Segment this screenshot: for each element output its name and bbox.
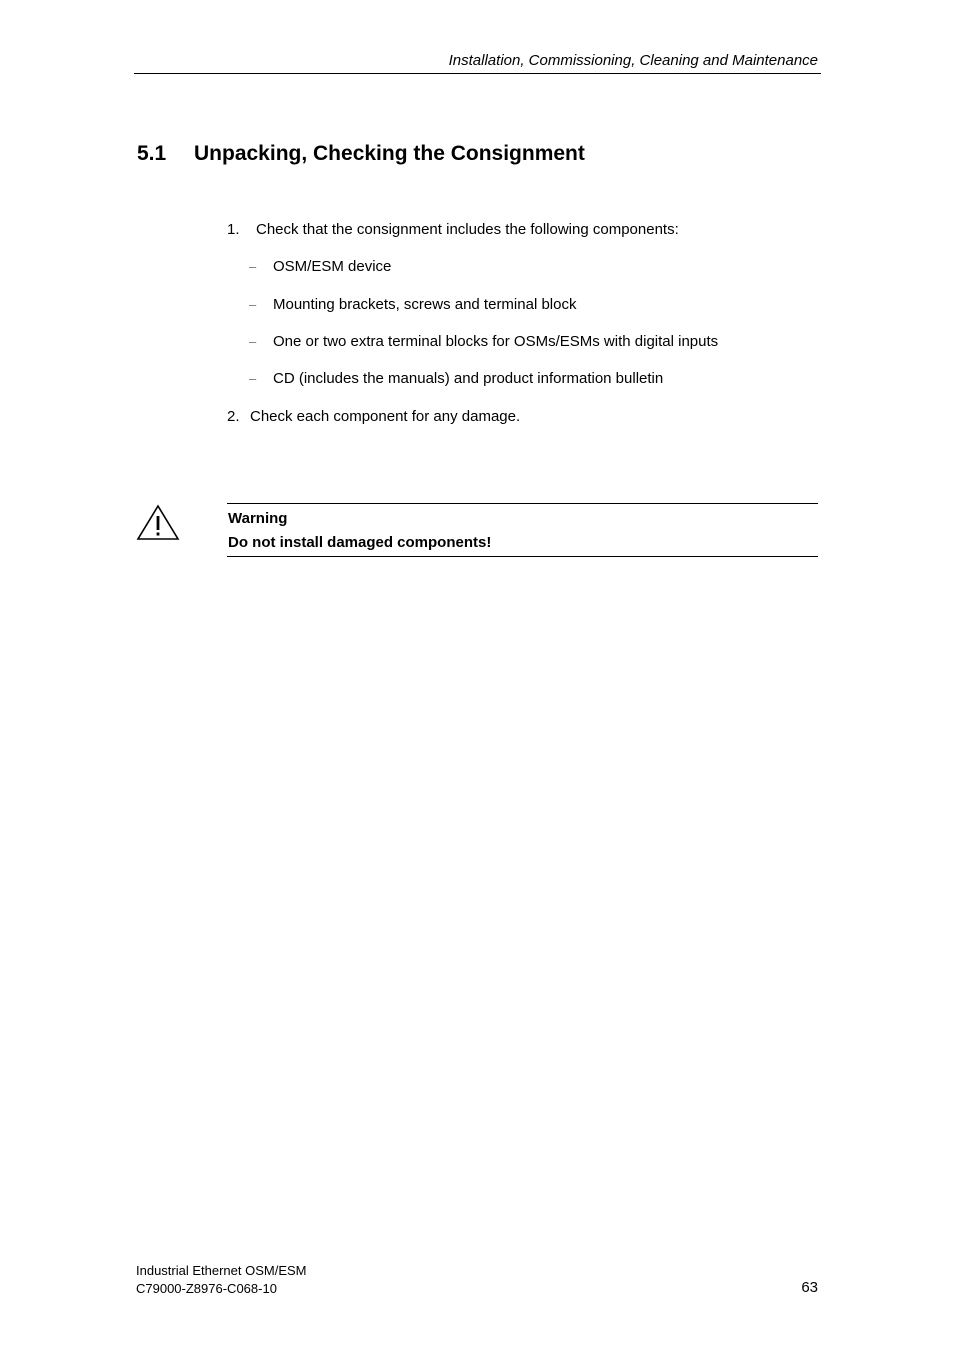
step-number: 1.: [227, 221, 240, 238]
dash-marker: –: [249, 297, 257, 312]
header-divider: [134, 73, 821, 74]
step-text: Check that the consignment includes the following components:: [256, 221, 679, 238]
list-item-text: One or two extra terminal blocks for OSMs/ESMs with digital inputs: [273, 333, 719, 350]
footer-document-number: C79000-Z8976-C068-10: [136, 1281, 277, 1296]
page-number: 63: [801, 1279, 818, 1296]
warning-triangle-icon: [136, 504, 180, 541]
list-item-text: Mounting brackets, screws and terminal block: [273, 296, 577, 313]
list-item-text: CD (includes the manuals) and product information bulletin: [273, 370, 664, 387]
warning-title: Warning: [228, 510, 288, 527]
dash-marker: –: [249, 334, 257, 349]
dash-marker: –: [249, 259, 257, 274]
list-item: [249, 333, 718, 351]
list-item: [249, 258, 391, 276]
step-2: [227, 408, 520, 426]
running-header: Installation, Commissioning, Cleaning and Maintenance: [448, 52, 818, 69]
footer-product-name: Industrial Ethernet OSM/ESM: [136, 1263, 307, 1278]
list-item: [249, 370, 663, 388]
list-item: [249, 296, 576, 314]
section-number: 5.1: [137, 142, 167, 165]
warning-text: Do not install damaged components!: [228, 534, 492, 551]
section-heading: [137, 141, 585, 167]
section-title: Unpacking, Checking the Consignment: [194, 142, 585, 165]
dash-marker: –: [249, 371, 257, 386]
list-item-text: OSM/ESM device: [273, 258, 392, 275]
step-number: 2.: [227, 408, 240, 425]
step-1: [227, 221, 679, 239]
warning-box: [227, 503, 818, 557]
step-text: Check each component for any damage.: [250, 408, 521, 425]
